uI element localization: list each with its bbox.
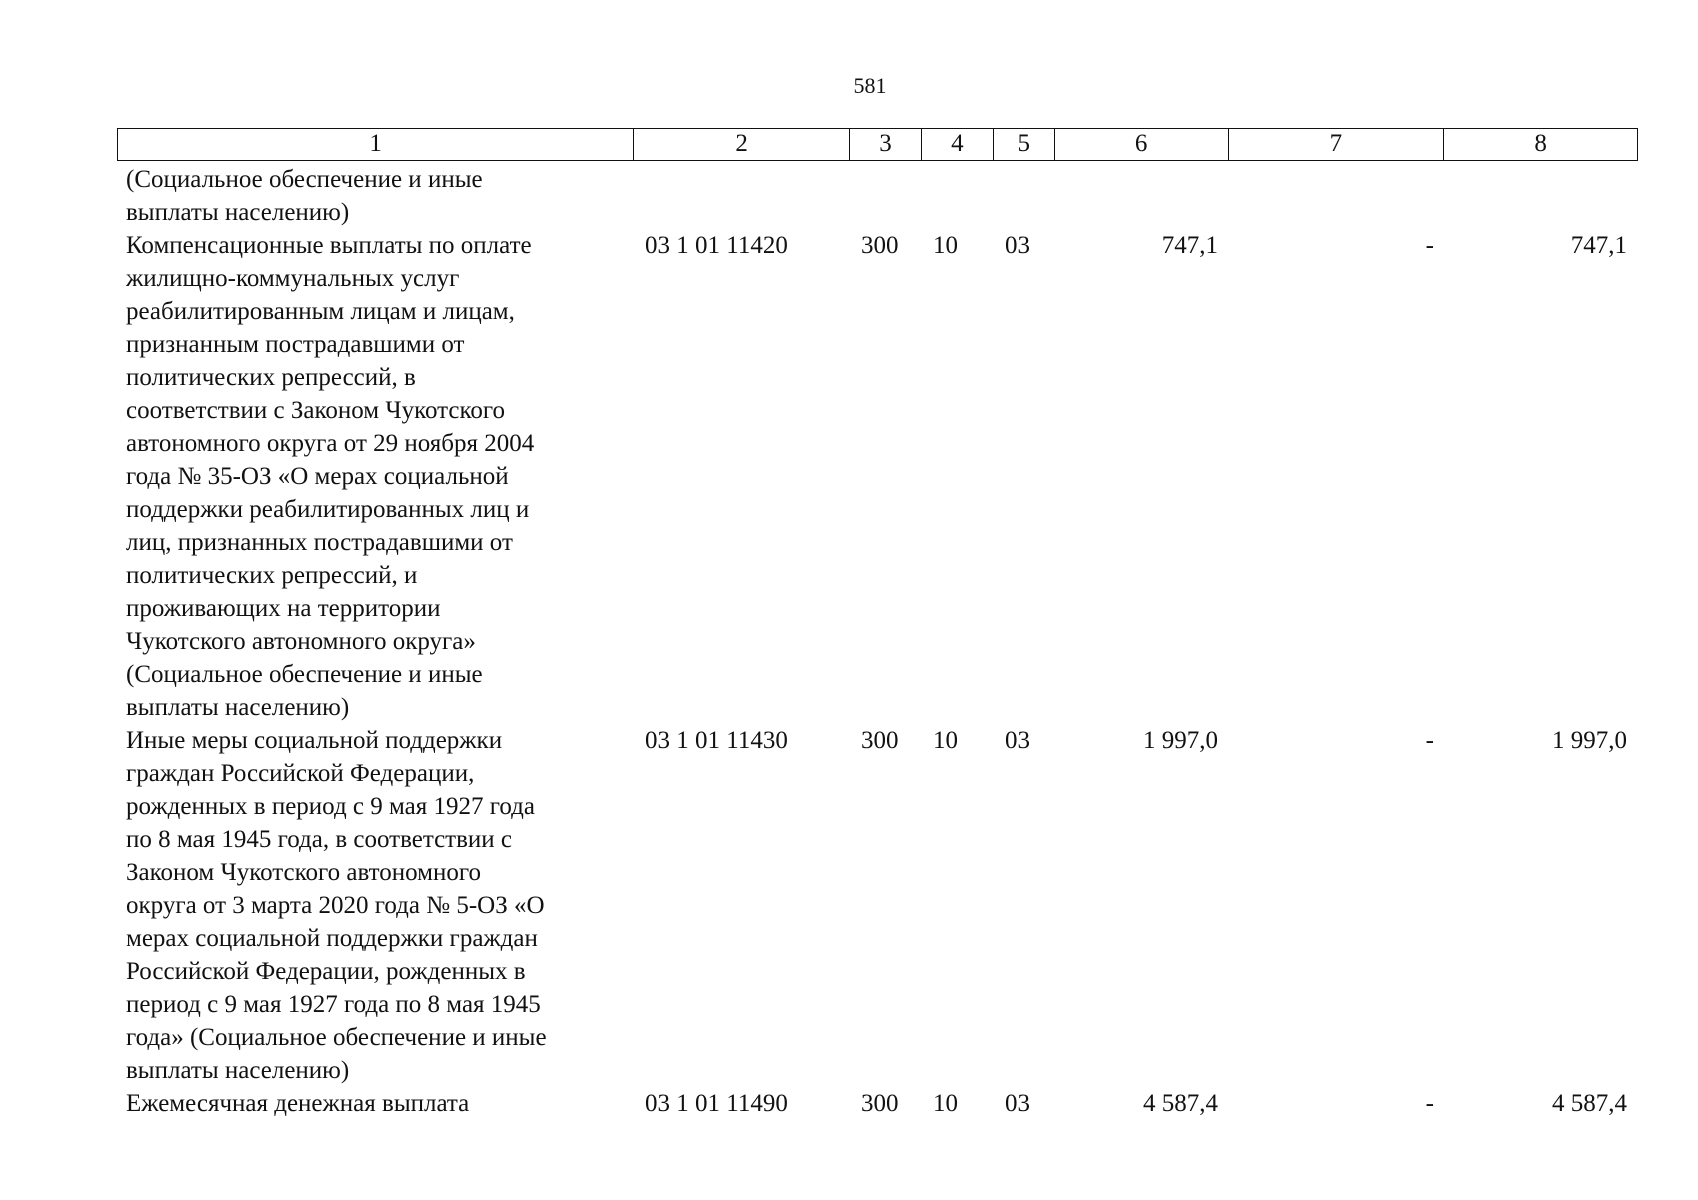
column-header-5: 5 — [994, 129, 1055, 160]
page-number: 581 — [853, 73, 887, 98]
row-column-7: - — [1425, 232, 1434, 259]
row-column-8 — [1445, 163, 1638, 229]
table-row — [117, 1087, 1638, 1120]
table-body — [117, 163, 1638, 1120]
row-subsection: 03 — [1005, 1090, 1030, 1117]
row-target-code: 03 1 01 11430 — [645, 727, 788, 754]
row-subsection: 03 — [1005, 727, 1030, 754]
column-header-7: 7 — [1229, 129, 1445, 160]
table-row — [117, 163, 1638, 229]
row-total: 747,1 — [1161, 232, 1218, 259]
row-column-8: 1 997,0 — [1552, 727, 1627, 754]
row-section: 10 — [933, 1090, 958, 1117]
column-header-4: 4 — [922, 129, 994, 160]
column-header-8: 8 — [1534, 130, 1547, 157]
row-subsection: 03 — [1005, 232, 1030, 259]
row-target-code: 03 1 01 11490 — [645, 1090, 788, 1117]
column-header-1: 1 — [118, 129, 634, 160]
column-header-6: 6 — [1055, 129, 1229, 160]
row-subsection — [994, 163, 1055, 229]
row-section: 10 — [933, 727, 958, 754]
row-column-7 — [1229, 163, 1445, 229]
row-column-8: 4 587,4 — [1552, 1090, 1627, 1117]
table-row — [117, 724, 1638, 1087]
row-target-code: 03 1 01 11420 — [645, 232, 788, 259]
row-description: Компенсационные выплаты по оплате жилищно-коммунальных услуг реабилитированным лицам и лицам, признанным пострадавшими от политических репрессий, в соответствии с Законом Чукотского автономного округа от 29 ноября 2004 года № 35-ОЗ «О мерах социальной поддержки реабилитированных лиц и лиц, признанных пострадавшими от политических репрессий, и проживающих на территории Чукотского автономного округа» (Социальное обеспечение и иные выплаты населению) — [126, 232, 535, 721]
row-expense-type: 300 — [861, 727, 899, 754]
row-total: 1 997,0 — [1143, 727, 1218, 754]
row-description: (Социальное обеспечение и иные выплаты населению) — [126, 166, 483, 226]
column-header-3: 3 — [850, 129, 922, 160]
row-section: 10 — [933, 232, 958, 259]
row-expense-type: 300 — [861, 1090, 899, 1117]
row-expense-type: 300 — [861, 232, 899, 259]
row-description: Ежемесячная денежная выплата — [126, 1090, 470, 1117]
row-column-7: - — [1425, 727, 1434, 754]
row-description: Иные меры социальной поддержки граждан Российской Федерации, рожденных в период с 9 мая 1927 года по 8 мая 1945 года, в соответствии с Законом Чукотского автономного округа от 3 марта 2020 года № 5-ОЗ «О мерах социальной поддержки граждан Российской Федерации, рожденных в период с 9 мая 1927 года по 8 мая 1945 года» (Социальное обеспечение и иные выплаты населению) — [126, 727, 547, 1084]
row-target-code — [634, 163, 850, 229]
table-header-row — [117, 128, 1638, 161]
row-column-8: 747,1 — [1570, 232, 1627, 259]
row-section — [922, 163, 994, 229]
row-total: 4 587,4 — [1143, 1090, 1218, 1117]
row-total — [1055, 163, 1229, 229]
column-header-2: 2 — [634, 129, 850, 160]
row-expense-type — [850, 163, 922, 229]
row-column-7: - — [1425, 1090, 1434, 1117]
table-row — [117, 229, 1638, 724]
